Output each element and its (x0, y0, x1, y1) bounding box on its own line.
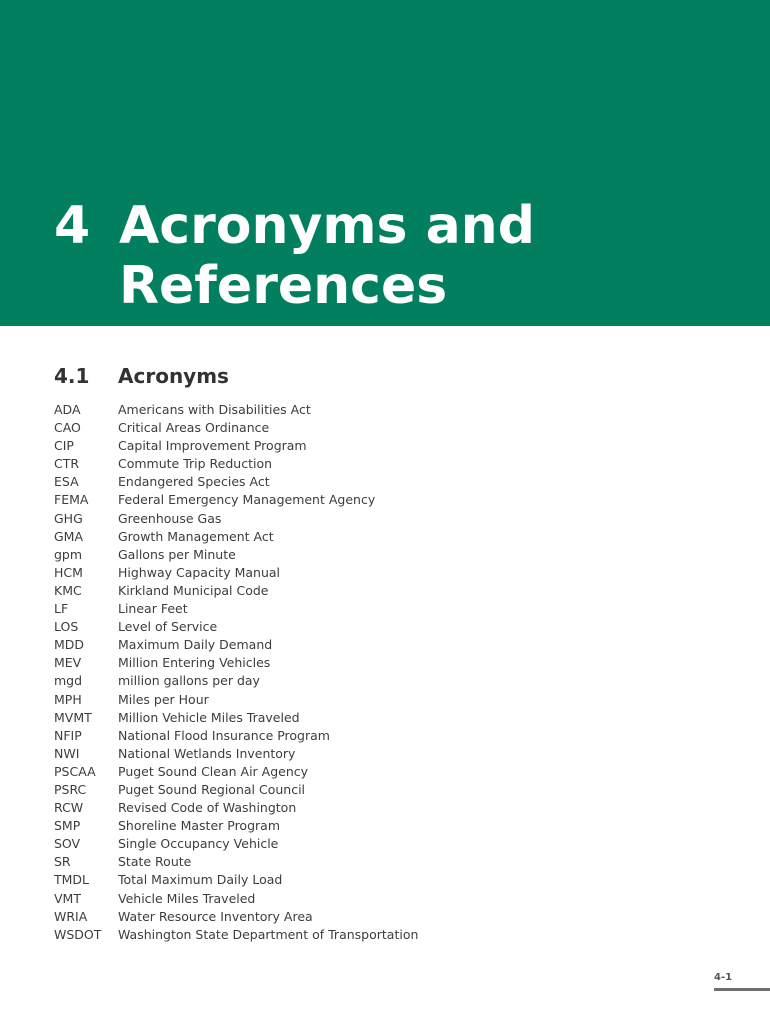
acronym-definition: Water Resource Inventory Area (118, 908, 313, 924)
acronym-definition: Million Vehicle Miles Traveled (118, 709, 300, 725)
acronym-row (54, 401, 654, 419)
acronym-abbreviation: TMDL (54, 872, 90, 888)
acronym-abbreviation: gpm (54, 546, 83, 562)
acronym-definition: Total Maximum Daily Load (118, 872, 283, 888)
acronym-definition: Gallons per Minute (118, 546, 236, 562)
acronym-row (54, 455, 654, 473)
acronym-row (54, 926, 654, 944)
acronym-definition: Revised Code of Washington (118, 800, 297, 816)
acronym-row (54, 672, 654, 690)
acronym-row (54, 908, 654, 926)
acronym-list (54, 401, 654, 944)
acronym-abbreviation: GMA (54, 528, 84, 544)
acronym-abbreviation: ADA (54, 402, 81, 417)
acronym-row (54, 600, 654, 618)
acronym-row (54, 618, 654, 636)
acronym-definition: Highway Capacity Manual (118, 564, 281, 580)
acronym-row (54, 491, 654, 509)
acronym-abbreviation: GHG (54, 510, 83, 526)
acronym-definition: Federal Emergency Management Agency (118, 492, 376, 508)
acronym-definition: Puget Sound Regional Council (118, 781, 306, 797)
acronym-definition: Greenhouse Gas (118, 510, 222, 526)
acronym-row (54, 745, 654, 763)
acronym-definition: million gallons per day (118, 673, 260, 689)
acronym-row (54, 799, 654, 817)
acronym-abbreviation: KMC (54, 582, 82, 598)
acronym-abbreviation: MDD (54, 637, 85, 653)
acronym-row (54, 691, 654, 709)
acronym-row (54, 528, 654, 546)
acronym-row (54, 890, 654, 908)
acronym-row (54, 419, 654, 437)
acronym-definition: Puget Sound Clean Air Agency (118, 763, 309, 779)
acronym-definition: Vehicle Miles Traveled (118, 890, 256, 906)
acronym-abbreviation: MPH (54, 691, 82, 707)
acronym-definition: Critical Areas Ordinance (118, 420, 270, 436)
acronym-abbreviation: NFIP (54, 727, 82, 743)
acronym-abbreviation: FEMA (54, 492, 89, 508)
chapter-banner (0, 0, 770, 326)
acronym-row (54, 510, 654, 528)
acronym-abbreviation: SMP (54, 818, 81, 834)
acronym-abbreviation: VMT (54, 890, 81, 906)
acronym-abbreviation: WRIA (54, 908, 88, 924)
acronym-row (54, 564, 654, 582)
acronym-definition: Linear Feet (118, 601, 188, 617)
acronym-row (54, 835, 654, 853)
page-number-rule (714, 988, 770, 991)
acronym-abbreviation: ESA (54, 474, 79, 490)
chapter-title-line-1: Acronyms and (119, 196, 535, 256)
acronym-definition: State Route (118, 854, 192, 870)
acronym-definition: Level of Service (118, 619, 218, 635)
acronym-abbreviation: MEV (54, 655, 82, 671)
acronym-definition: National Flood Insurance Program (118, 727, 330, 743)
acronym-row (54, 871, 654, 889)
acronym-abbreviation: SR (54, 854, 71, 870)
acronym-abbreviation: LOS (54, 619, 79, 635)
acronym-abbreviation: WSDOT (54, 926, 102, 942)
acronym-definition: Commute Trip Reduction (118, 456, 273, 472)
acronym-row (54, 727, 654, 745)
acronym-row (54, 636, 654, 654)
acronym-abbreviation: PSRC (54, 781, 87, 797)
chapter-title (119, 196, 679, 316)
acronym-definition: Single Occupancy Vehicle (118, 836, 279, 852)
section-number: 4.1 (54, 364, 90, 388)
acronym-abbreviation: PSCAA (54, 763, 96, 779)
acronym-row (54, 546, 654, 564)
acronym-row (54, 853, 654, 871)
acronym-row (54, 781, 654, 799)
acronym-abbreviation: HCM (54, 564, 83, 580)
acronym-definition: Americans with Disabilities Act (118, 402, 311, 417)
chapter-title-line-2: References (119, 256, 448, 316)
acronym-definition: Endangered Species Act (118, 474, 270, 490)
acronym-abbreviation: NWI (54, 745, 80, 761)
acronym-definition: Miles per Hour (118, 691, 209, 707)
acronym-definition: Shoreline Master Program (118, 818, 280, 834)
acronym-row (54, 654, 654, 672)
acronym-abbreviation: CAO (54, 420, 81, 436)
acronym-abbreviation: RCW (54, 800, 84, 816)
acronym-abbreviation: SOV (54, 836, 81, 852)
chapter-number: 4 (54, 196, 91, 256)
acronym-abbreviation: LF (54, 601, 69, 617)
acronym-definition: Maximum Daily Demand (118, 637, 273, 653)
acronym-abbreviation: CTR (54, 456, 80, 472)
acronym-abbreviation: MVMT (54, 709, 92, 725)
acronym-definition: Washington State Department of Transportation (118, 926, 419, 942)
page-number: 4-1 (714, 972, 733, 983)
acronym-definition: Million Entering Vehicles (118, 655, 271, 671)
acronym-row (54, 817, 654, 835)
acronym-row (54, 437, 654, 455)
acronym-row (54, 709, 654, 727)
acronym-definition: National Wetlands Inventory (118, 745, 296, 761)
acronym-definition: Kirkland Municipal Code (118, 582, 269, 598)
acronym-row (54, 582, 654, 600)
acronym-definition: Growth Management Act (118, 528, 274, 544)
acronym-definition: Capital Improvement Program (118, 438, 307, 454)
acronym-abbreviation: CIP (54, 438, 74, 454)
section-title: Acronyms (118, 364, 229, 388)
acronym-abbreviation: mgd (54, 673, 83, 689)
acronym-row (54, 473, 654, 491)
acronym-row (54, 763, 654, 781)
